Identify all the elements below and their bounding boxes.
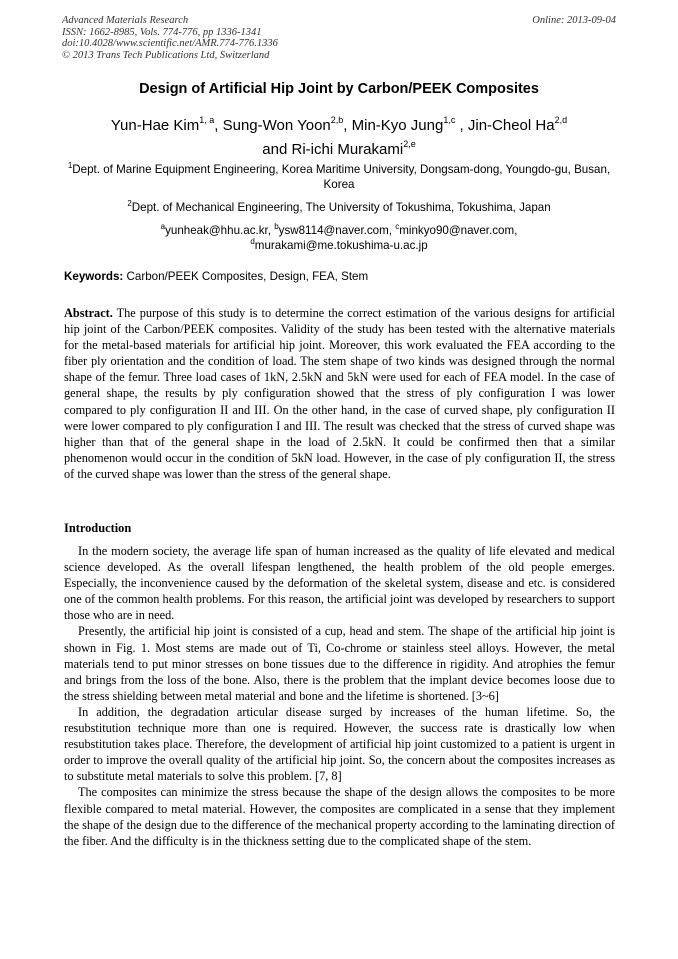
paper-title: Design of Artificial Hip Joint by Carbon/PEEK Composites [139, 81, 539, 97]
author-affiliation-marker: 2,b [330, 115, 344, 125]
introduction-paragraph: In addition, the degradation articular disease surged by increases of the human lifetime. So, the resubstitution technique more than one is required. However, the success rate is drastically low when resubstitution takes place. Therefore, the development of artificial hip joint customized to a patient is urgent in order to improve the overall quality of the artificial hip joint. So, the concern about the composites increases as to substitute metal materials to solve this problem. [7, 8] [64, 704, 615, 784]
affiliations [62, 162, 616, 253]
introduction-heading: Introduction [64, 521, 132, 535]
introduction-paragraph: In the modern society, the average life span of human increased as the quality of life elevated and medical science developed. As the overall lifespan lengthened, the health problem of the old people emerges. Especially, the inconvenience caused by the deformation of the skeletal system, disease and etc. is considered one of the common health problems. For this reason, the artificial joint was developed by researchers to support those who are in need. [64, 544, 615, 623]
keywords-text: Carbon/PEEK Composites, Design, FEA, Stem [126, 270, 369, 283]
abstract-label: Abstract. [64, 306, 113, 320]
online-date: Online: 2013-09-04 [532, 15, 616, 26]
author-list: Yun-Hae Kim$^{1, a}$, Sung-Won Yoon$^{2,b}$, Min-Kyo Jung$^{1,c}$ , Jin-Cheol Ha$^{2,d}$ and Ri-ichi Murakami$^{2,e}$ [110, 115, 568, 158]
introduction-paragraph: The composites can minimize the stress because the shape of the design allows the composites to be more flexible compared to metal material. However, the composites are complicated in a sense that they implement the shape of the design due to the difference of the mechanical property according to the laminating direction of the fiber. And the difficulty is in the thickness setting due to the complicated shape of the stem. [64, 785, 615, 848]
email-marker: c [395, 222, 400, 231]
author-affiliation-marker: 2,d [554, 115, 568, 125]
doi-line: doi:10.4028/www.scientific.net/AMR.774-776.1336 [62, 38, 278, 49]
author-name: Yun-Hae Kim [110, 117, 200, 134]
author-name: Sung-Won Yoon [222, 117, 331, 134]
affiliation-text: Dept. of Marine Equipment Engineering, Korea Maritime University, Dongsam-dong, Youngdo-gu, Busan, Korea [72, 163, 611, 191]
journal-header [62, 15, 616, 61]
keywords [64, 270, 616, 283]
author-affiliation-marker: 1,c [443, 115, 456, 125]
affiliation-marker: 1 [67, 161, 73, 170]
email-address[interactable]: yunheak@hhu.ac.kr, [165, 224, 271, 237]
keywords-label: Keywords: [64, 270, 124, 283]
introduction-paragraph: Presently, the artificial hip joint is consisted of a cup, head and stem. The shape of the artificial hip joint is shown in Fig. 1. Most stems are made out of Ti, Co-chrome or stainless steel alloys. However, the metal materials tend to put minor stresses on bone tissues due to the difference in rigidity. And atrophies the femur and brings from the loss of the bone. Also, there is the problem that the implant device becomes loose due to the stress shielding between metal material and bone and the lifetime is shortened. [3~6] [64, 624, 615, 703]
author-name: Jin-Cheol Ha [467, 117, 555, 134]
author-affiliation-marker: 1, a [199, 115, 215, 125]
abstract-text: The purpose of this study is to determine the correct estimation of the various designs for artificial hip joint of the Carbon/PEEK composites. Validity of the study has been tested with the alternative materials for the metal-based materials for artificial hip joint. Moreover, this work evaluated the FEA according to the fiber ply orientation and the condition of load. The stem shape of two kinds was designed through the normal shape of the femur. Three load cases of 1kN, 2.5kN and 5kN were used for each of FEA model. In the case of general shape, the results by ply configuration showed that the stress of ply configuration I was lower compared to ply configuration II and III. On the other hand, in the case of curved shape, ply configuration II were lower compared to ply configuration I and III. The result was checked that the stress of curved shape was higher than that of the general shape in the load of 2.5kN. It could be confirmed then that a similar phenomenon would occur in the condition of 5kN load. However, in the case of ply configuration II, the stress of the curved shape was lower than the stress of the general shape. [64, 306, 615, 481]
email-marker: a [160, 222, 166, 231]
journal-name: Advanced Materials Research [62, 15, 189, 26]
copyright-line: © 2013 Trans Tech Publications Ltd, Switzerland [62, 49, 270, 61]
email-marker: d [250, 237, 255, 246]
author-name: Min-Kyo Jung [351, 117, 444, 134]
email-address[interactable]: minkyo90@naver.com, [399, 224, 518, 237]
affiliation-text: Dept. of Mechanical Engineering, The University of Tokushima, Tokushima, Japan [131, 201, 551, 214]
email-address[interactable]: ysw8114@naver.com, [278, 224, 393, 237]
issn-line: ISSN: 1662-8985, Vols. 774-776, pp 1336-1341 [62, 26, 262, 38]
email-marker: b [274, 222, 279, 231]
email-list [62, 223, 616, 253]
affiliation-1 [62, 162, 616, 192]
affiliation-2 [62, 200, 616, 215]
abstract [64, 305, 615, 482]
affiliation-marker: 2 [127, 199, 132, 208]
author-affiliation-marker: 2,e [403, 139, 416, 149]
email-address[interactable]: murakami@me.tokushima-u.ac.jp [254, 239, 428, 252]
author-name: Ri-ichi Murakami [291, 141, 404, 158]
introduction-body [64, 543, 615, 849]
